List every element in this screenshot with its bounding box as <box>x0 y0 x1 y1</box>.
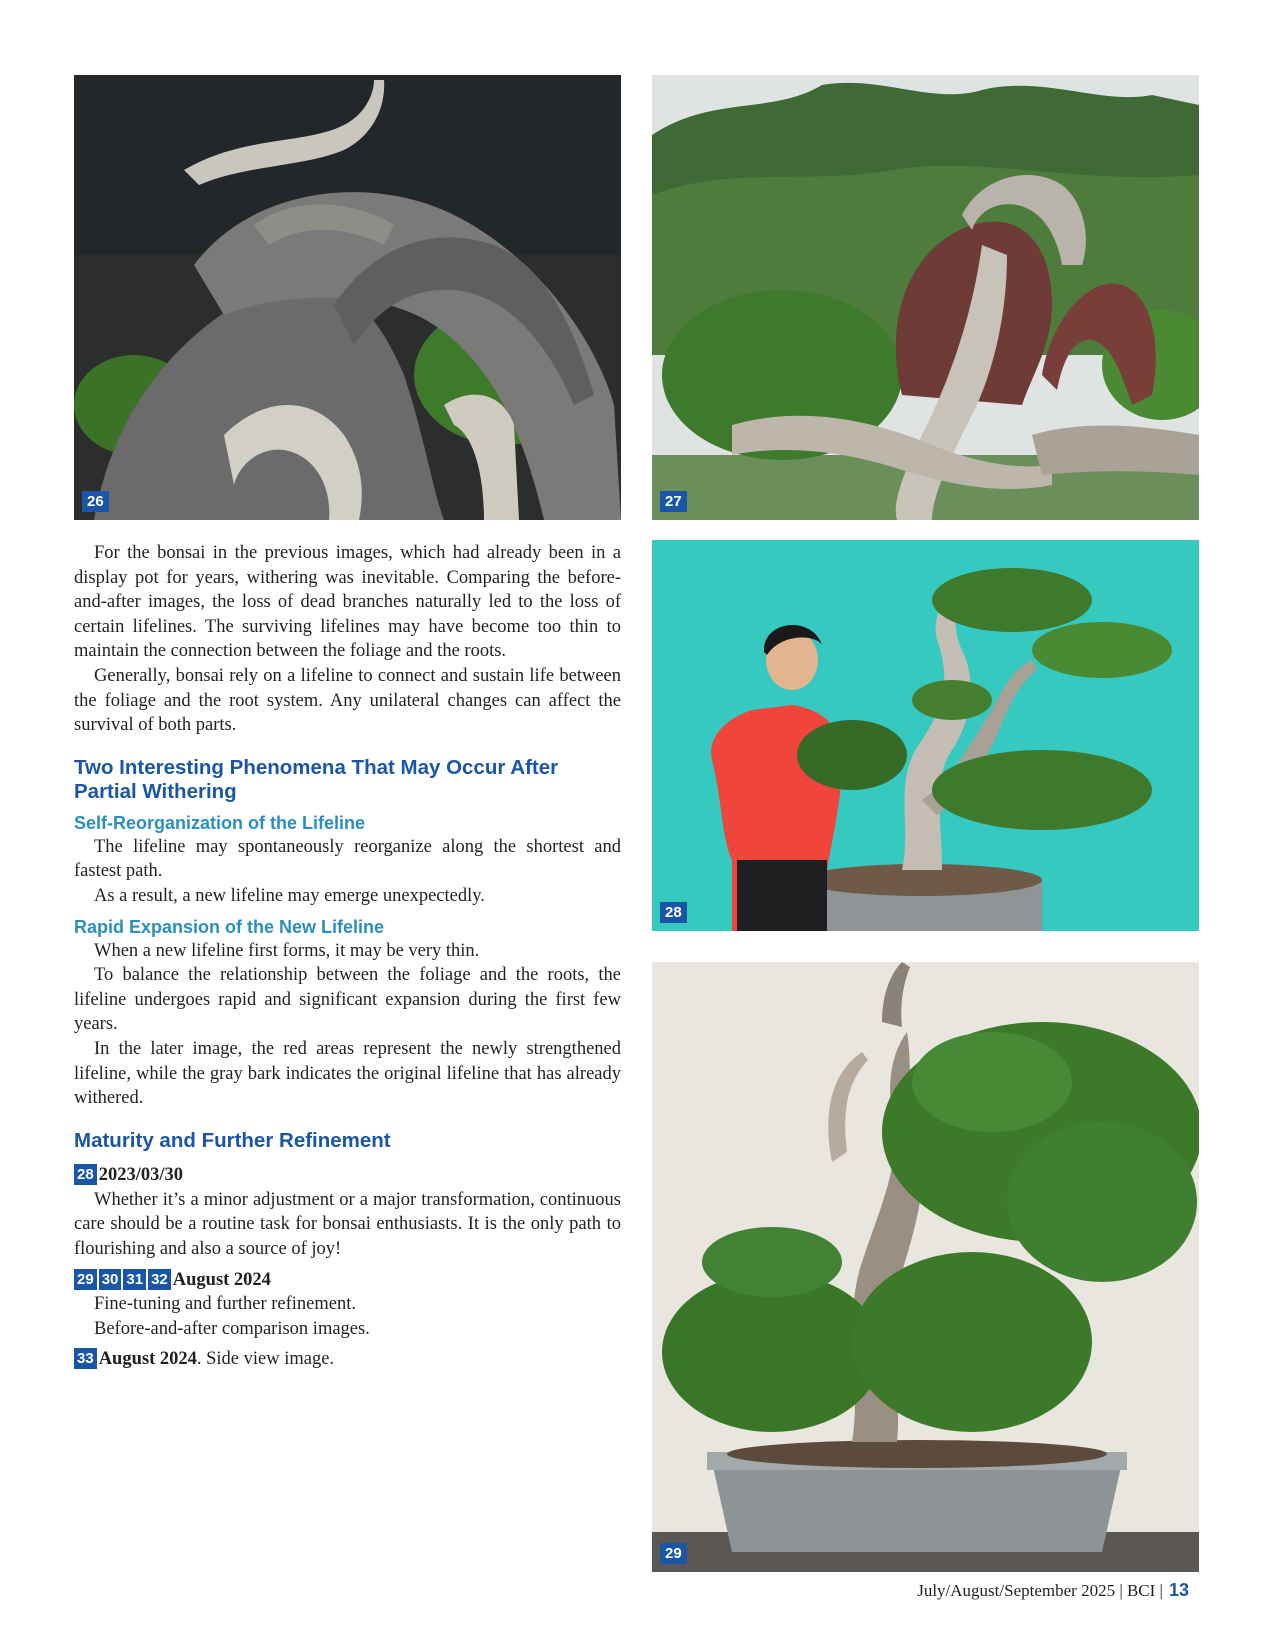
section-heading-maturity: Maturity and Further Refinement <box>74 1128 391 1152</box>
self-reorganization-paragraph-2: As a result, a new lifeline may emerge unexpectedly. <box>94 885 485 906</box>
man-styling-bonsai-photo <box>652 540 1199 931</box>
self-reorganization-paragraph-1: The lifeline may spontaneously reorganize along the shortest and fastest path. <box>74 836 621 882</box>
rapid-expansion-paragraph-1: When a new lifeline first forms, it may be very thin. <box>94 940 480 961</box>
issue-info: July/August/September 2025 | BCI | <box>917 1581 1163 1600</box>
note-aug-2024 <box>74 1268 621 1342</box>
rapid-expansion-paragraph-2: To balance the relationship between the foliage and the roots, the lifeline undergoes rapid and significant expansion during the first few years. <box>74 965 621 1035</box>
body-paragraph-2: Generally, bonsai rely on a lifeline to connect and sustain life between the foliage and the root system. Any unilateral changes can affect the survival of both parts. <box>74 665 621 736</box>
bonsai-deadwood-outdoor-photo <box>652 75 1199 520</box>
figure-29-number: 29 <box>660 1543 687 1564</box>
subheading-rapid-expansion: Rapid Expansion of the New Lifeline <box>74 916 385 937</box>
note-side-view-line <box>74 1347 621 1372</box>
note-2023-date: 2023/03/30 <box>98 1165 183 1186</box>
subheading-self-reorganization: Self-Reorganization of the Lifeline <box>74 812 366 833</box>
note-2023 <box>74 1163 621 1261</box>
note-side-view <box>74 1347 621 1372</box>
figure-ref-badge: 33 <box>74 1348 97 1369</box>
figure-29-photo <box>652 962 1199 1572</box>
figure-28-photo <box>652 540 1199 931</box>
note-aug-2024-line-1: Fine-tuning and further refinement. <box>94 1294 356 1315</box>
figure-28-number: 28 <box>660 902 687 923</box>
figure-27-number: 27 <box>660 491 687 512</box>
body-paragraph-1: For the bonsai in the previous images, which had already been in a display pot for years, withering was inevitable. Comparing the before-and-after images, the loss of dead branches naturally led to the loss of certain lifelines. The surviving lifelines may have become too thin to maintain the connection between the foliage and the roots. <box>74 543 621 662</box>
bonsai-deadwood-closeup-photo <box>74 75 621 520</box>
note-aug-2024-header <box>74 1268 621 1293</box>
note-side-view-text: . Side view image. <box>196 1349 335 1370</box>
refined-bonsai-photo <box>652 962 1199 1572</box>
note-2023-header <box>74 1163 621 1188</box>
section-heading-phenomena: Two Interesting Phenomena That May Occur After Partial Withering <box>74 755 559 804</box>
figure-26-number: 26 <box>82 491 109 512</box>
figure-ref-badge: 30 <box>99 1269 122 1290</box>
note-aug-2024-line-2: Before-and-after comparison images. <box>94 1318 370 1339</box>
figure-ref-badge: 29 <box>74 1269 97 1290</box>
article-text-column <box>74 541 621 1372</box>
figure-ref-badge: 31 <box>123 1269 146 1290</box>
note-aug-2024-date: August 2024 <box>172 1269 271 1290</box>
note-2023-text: Whether it’s a minor adjustment or a major transformation, continuous care should be a routine task for bonsai enthusiasts. It is the only path to flourishing and also a source of joy! <box>74 1189 621 1259</box>
note-side-view-date: August 2024 <box>98 1349 197 1370</box>
figure-ref-badge: 32 <box>148 1269 171 1290</box>
figure-27-photo <box>652 75 1199 520</box>
figure-26-photo <box>74 75 621 520</box>
rapid-expansion-paragraph-3: In the later image, the red areas represent the newly strengthened lifeline, while the gray bark indicates the original lifeline that has already withered. <box>74 1038 621 1109</box>
figure-ref-badge: 28 <box>74 1164 97 1185</box>
page-footer <box>917 1579 1189 1602</box>
page-number: 13 <box>1168 1580 1189 1600</box>
